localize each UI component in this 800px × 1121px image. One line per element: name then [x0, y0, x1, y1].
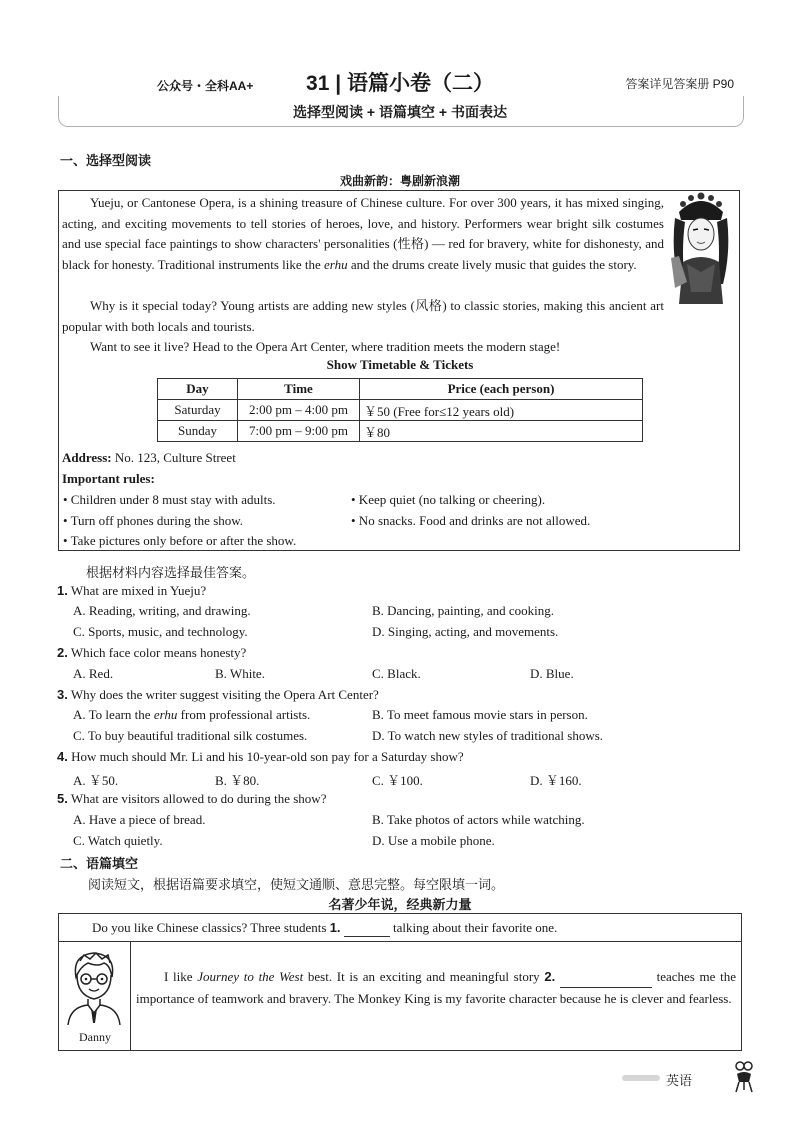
passage1-para2: Why is it special today? Young artists are adding new styles (风格) to classic stories, making this ancient art popular with both locals and tourists.	[62, 298, 664, 334]
option-3c[interactable]: C. To buy beautiful traditional silk costumes.	[73, 728, 308, 743]
cloze-paragraph	[136, 966, 736, 1009]
question-number: 5.	[57, 791, 68, 806]
cloze-text: best. It is an exciting and meaningful story	[303, 969, 545, 984]
question-text: Why does the writer suggest visiting the Opera Art Center?	[67, 687, 379, 702]
question-number: 1.	[57, 583, 68, 598]
address-label: Address:	[62, 450, 112, 465]
passage1-para1: Yueju, or Cantonese Opera, is a shining treasure of Chinese culture. For over 300 years, it has mixed singing, acting, and exciting movements to tell stories of heroes, love, and history. Performers wear bright silk costumes and use special face paintings to show characters' personalities (性格) — red for bravery, white for dishonesty, and black for honesty. Traditional instruments like the erhu and the drums create lively music that guides the story.	[62, 195, 664, 272]
option-4a[interactable]: A. ￥50.	[73, 773, 119, 788]
question-number: 3.	[57, 687, 68, 702]
option-5a[interactable]: A. Have a piece of bread.	[73, 812, 206, 827]
page-title: 31 | 语篇小卷（二）	[306, 72, 494, 95]
blank-2-input[interactable]	[560, 966, 652, 988]
option-1d[interactable]: D. Singing, acting, and movements.	[372, 624, 559, 639]
danny-avatar	[64, 947, 124, 1025]
timetable-header-row	[158, 379, 643, 400]
section2-instruction: 阅读短文，根据语篇要求填空，使短文通顺、意思完整。每空限填一词。	[88, 877, 505, 892]
question-text: What are visitors allowed to do during the show?	[67, 791, 327, 806]
timetable-header-day: Day	[158, 379, 238, 400]
mascot-icon	[733, 1060, 755, 1094]
option-5b[interactable]: B. Take photos of actors while watching.	[372, 812, 585, 827]
question-number: 4.	[57, 749, 68, 764]
rule-item: • Keep quiet (no talking or cheering).	[351, 492, 546, 507]
timetable-cell: 7:00 pm – 9:00 pm	[238, 421, 360, 442]
passage1-title: 戏曲新韵：粤剧新浪潮	[339, 174, 460, 188]
question-4	[57, 749, 464, 765]
option-1c[interactable]: C. Sports, music, and technology.	[73, 624, 248, 639]
option-5c[interactable]: C. Watch quietly.	[73, 833, 163, 848]
rule-item: • Take pictures only before or after the show.	[63, 533, 297, 548]
show-timetable	[157, 378, 643, 442]
timetable-header-price: Price (each person)	[360, 379, 643, 400]
address-value: No. 123, Culture Street	[111, 450, 236, 465]
blank-number: 1.	[329, 920, 341, 935]
timetable-cell: Sunday	[158, 421, 238, 442]
cloze-text: teaches me the importance of teamwork and bravery. The Monkey King is my favorite character because he is clever and fearless.	[136, 969, 736, 1006]
timetable-cell: Saturday	[158, 400, 238, 421]
address	[62, 450, 236, 466]
question-text: What are mixed in Yueju?	[67, 583, 207, 598]
timetable-cell: ￥50 (Free for≤12 years old)	[360, 400, 643, 421]
blank-1-input[interactable]	[344, 920, 390, 937]
book-title: Journey to the West	[197, 969, 304, 984]
question-5	[57, 791, 326, 807]
timetable-cell: ￥80	[360, 421, 643, 442]
cloze-text: I like	[164, 969, 198, 984]
timetable-title: Show Timetable & Tickets	[326, 357, 474, 372]
option-4c[interactable]: C. ￥100.	[372, 773, 423, 788]
cloze-intro-text: Do you like Chinese classics? Three students	[92, 920, 330, 935]
opera-performer-image	[665, 192, 737, 304]
table-row	[158, 400, 643, 421]
header-source: 公众号・全科AA+	[157, 79, 254, 93]
option-1a[interactable]: A. Reading, writing, and drawing.	[73, 603, 251, 618]
question-3	[57, 687, 379, 703]
answer-reference: 答案详见答案册 P90	[625, 77, 734, 91]
option-3d[interactable]: D. To watch new styles of traditional shows.	[372, 728, 604, 743]
rule-item: • No snacks. Food and drinks are not allowed.	[351, 513, 591, 528]
option-2b[interactable]: B. White.	[215, 666, 265, 681]
blank-number: 2.	[544, 969, 556, 984]
option-3a[interactable]: A. To learn the erhu from professional artists.	[73, 707, 311, 722]
rule-item: • Turn off phones during the show.	[63, 513, 244, 528]
rules-title: Important rules:	[62, 471, 155, 486]
page-subtitle: 选择型阅读 + 语篇填空 + 书面表达	[293, 104, 507, 120]
section2-title: 二、语篇填空	[60, 856, 139, 871]
option-5d[interactable]: D. Use a mobile phone.	[372, 833, 495, 848]
question-1	[57, 583, 206, 599]
option-4d[interactable]: D. ￥160.	[530, 773, 582, 788]
option-1b[interactable]: B. Dancing, painting, and cooking.	[372, 603, 554, 618]
cloze-divider	[58, 941, 742, 942]
student-name: Danny	[79, 1030, 111, 1044]
question-number: 2.	[57, 645, 68, 660]
footer-subject: 英语	[666, 1073, 693, 1088]
question-text: Which face color means honesty?	[67, 645, 247, 660]
passage1-para3: Want to see it live? Head to the Opera Art Center, where tradition meets the modern stage!	[90, 339, 561, 354]
table-row	[158, 421, 643, 442]
section1-instruction: 根据材料内容选择最佳答案。	[86, 565, 256, 580]
cloze-column-divider	[130, 942, 131, 1050]
section1-title: 一、选择型阅读	[60, 153, 152, 168]
question-2	[57, 645, 246, 661]
question-text: How much should Mr. Li and his 10-year-old son pay for a Saturday show?	[67, 749, 464, 764]
timetable-cell: 2:00 pm – 4:00 pm	[238, 400, 360, 421]
timetable-header-time: Time	[238, 379, 360, 400]
rule-item: • Children under 8 must stay with adults.	[63, 492, 276, 507]
option-2d[interactable]: D. Blue.	[530, 666, 574, 681]
option-4b[interactable]: B. ￥80.	[215, 773, 260, 788]
option-2a[interactable]: A. Red.	[73, 666, 114, 681]
option-3b[interactable]: B. To meet famous movie stars in person.	[372, 707, 588, 722]
passage2-title: 名著少年说，经典新力量	[328, 897, 472, 912]
publisher-logo	[621, 1072, 661, 1084]
cloze-intro-text: talking about their favorite one.	[389, 920, 558, 935]
option-2c[interactable]: C. Black.	[372, 666, 421, 681]
cloze-intro	[92, 920, 557, 937]
